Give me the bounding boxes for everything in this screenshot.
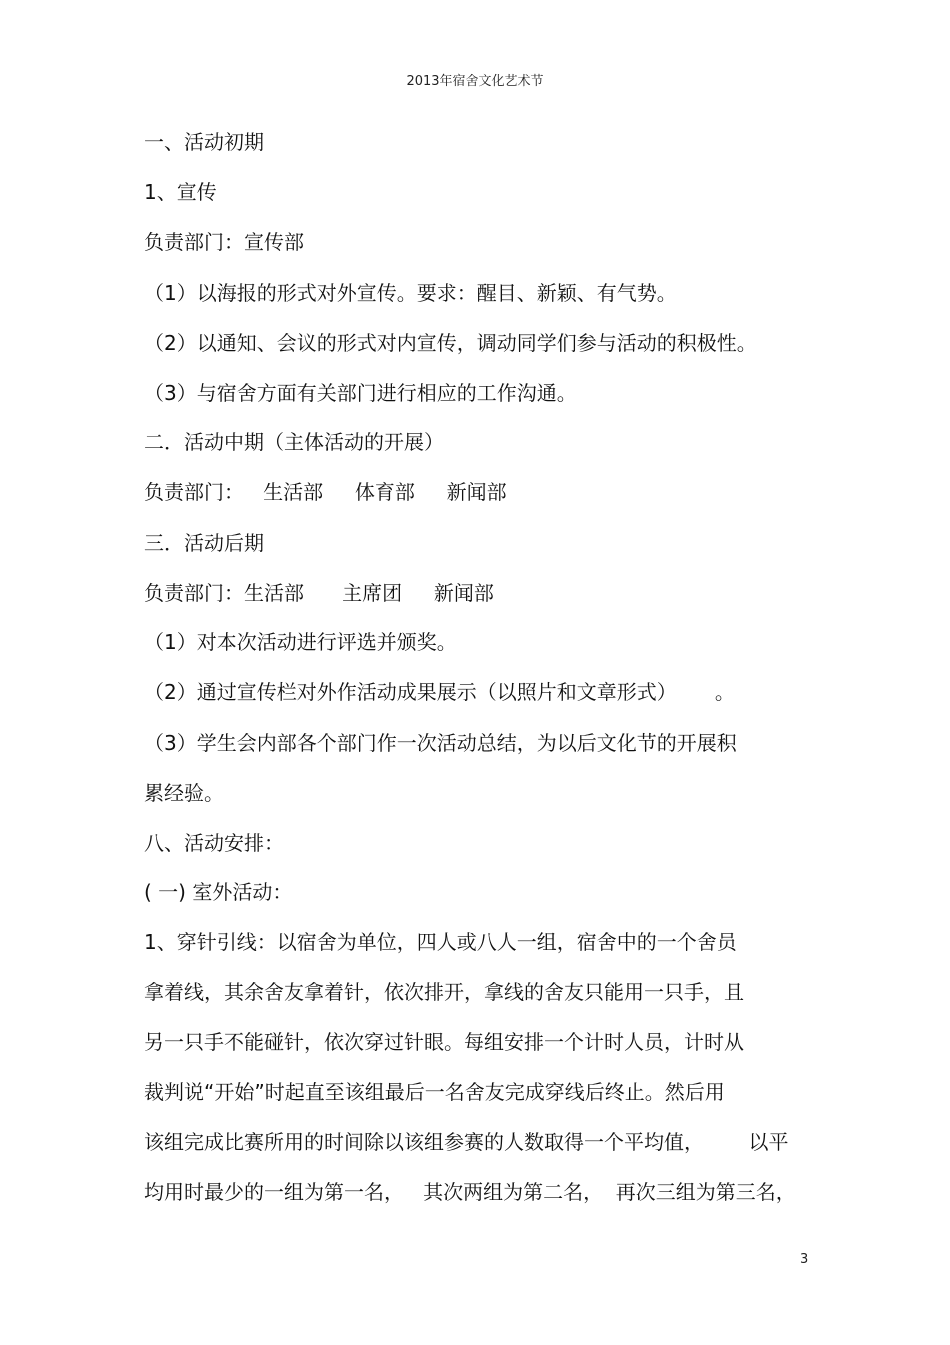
- heading-phase-middle: 二．活动中期（主体活动的开展）: [144, 430, 444, 454]
- paragraph-line: 另一只手不能碰针，依次穿过针眼。每组安排一个计时人员，计时从: [144, 1030, 744, 1054]
- page-number: 3: [800, 1252, 809, 1267]
- late-item-3-continued: 累经验。: [144, 781, 224, 805]
- responsible-dept-line: 负责部门： 生活部 体育部 新闻部: [144, 480, 507, 504]
- responsible-dept-line: 负责部门：宣传部: [144, 230, 304, 254]
- responsible-dept-line: 负责部门：生活部 主席团 新闻部: [144, 581, 494, 605]
- publicity-item-3: （3）与宿舍方面有关部门进行相应的工作沟通。: [144, 381, 577, 405]
- page-header-title: 2013年宿舍文化艺术节: [406, 74, 544, 89]
- paragraph-line: 1、穿针引线：以宿舍为单位，四人或八人一组，宿舍中的一个舍员: [144, 930, 737, 954]
- paragraph-line: 裁判说“开始”时起直至该组最后一名舍友完成穿线后终止。然后用: [144, 1080, 725, 1104]
- publicity-item-2: （2）以通知、会议的形式对内宣传，调动同学们参与活动的积极性。: [144, 331, 757, 355]
- paragraph-line: 该组完成比赛所用的时间除以该组参赛的人数取得一个平均值， 以平: [144, 1130, 789, 1154]
- heading-phase-late: 三．活动后期: [144, 531, 264, 555]
- subheading-outdoor: ( 一) 室外活动：: [144, 880, 293, 904]
- late-item-2: （2）通过宣传栏对外作活动成果展示（以照片和文章形式） 。: [144, 680, 735, 704]
- paragraph-line: 均用时最少的一组为第一名， 其次两组为第二名， 再次三组为第三名，: [144, 1180, 796, 1204]
- subheading-publicity: 1、宣传: [144, 180, 217, 204]
- late-item-3: （3）学生会内部各个部门作一次活动总结，为以后文化节的开展积: [144, 731, 737, 755]
- paragraph-line: 拿着线，其余舍友拿着针，依次排开，拿线的舍友只能用一只手，且: [144, 980, 744, 1004]
- late-item-1: （1）对本次活动进行评选并颁奖。: [144, 630, 457, 654]
- heading-activity-plan: 八、活动安排：: [144, 831, 284, 855]
- publicity-item-1: （1）以海报的形式对外宣传。要求：醒目、新颖、有气势。: [144, 281, 677, 305]
- heading-phase-early: 一、活动初期: [144, 130, 264, 154]
